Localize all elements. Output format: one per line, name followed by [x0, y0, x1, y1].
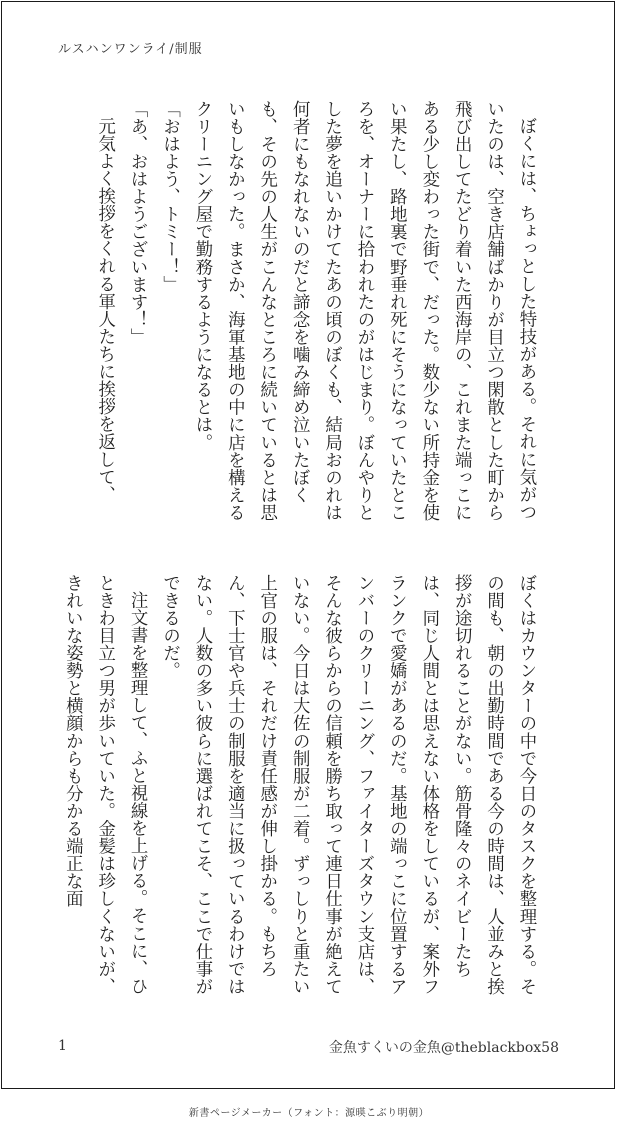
page-header-title: ルスハンワンライ/制服 — [58, 42, 203, 57]
generator-caption: 新書ページメーカー（フォント：源暎こぶり明朝） — [188, 1108, 430, 1119]
upper-text-block — [88, 100, 542, 530]
dialogue-line: 「おはよう、トミー！」 — [159, 100, 180, 294]
lower-text-block — [56, 574, 542, 1004]
paragraph: 注文書を整理して、ふと視線を上げる。そこに、ひときわ目立つ男が歩いていた。金髪は珍しくないが、きれいな姿勢と横顔からも分かる端正な面 — [62, 574, 148, 996]
page-frame — [1, 1, 615, 1089]
paragraph: ぼくはカウンターの中で今日のタスクを整理する。その間も、朝の出勤時間である今の時間は、人並みと挨拶が途切れることがない。筋骨隆々のネイビーたちは、同じ人間とは思えない体格をしているが、案外フランクで愛嬌があるのだ。基地の端っこに位置するアンバーのクリーニング、ファイターズタウン支店は、そんな彼らからの信頼を勝ち取って連日仕事が絶えていない。今日は大佐の制服が二着。ずっしりと重たい上官の服は、それだけ責任感が伸し掛かる。もちろん、下士官や兵士の制服を適当に扱っているわけではない。人数の多い彼らに選ばれてこそ、ここで仕事ができるのだ。 — [159, 574, 536, 996]
dialogue-line: 「あ、おはようございます！」 — [127, 100, 148, 346]
paragraph: ぼくには、ちょっとした特技がある。それに気がついたのは、空き店舗ばかりが目立つ閑散とした町から飛び出してたどり着いた西海岸の、これまた端っこにある少し変わった街で、だった。数少ない所持金を使い果たし、路地裏で野垂れ死にそうになっていたところを、オーナーに拾われたのがはじまり。ぼんやりとした夢を追いかけてたあの頃のぼくも、結局おのれは何者にもなれないのだと諦念を噛み締め泣いたぼくも、その先の人生がこんなところに続いているとは思いもしなかった。まさか、海軍基地の中に店を構えるクリーニング屋で勤務するようになるとは。 — [191, 100, 536, 522]
page-number: 1 — [58, 1038, 67, 1054]
paragraph: 元気よく挨拶をくれる軍人たちに挨拶を返して、 — [94, 117, 115, 504]
author-credit: 金魚すくいの金魚@theblackbox58 — [328, 1040, 559, 1056]
